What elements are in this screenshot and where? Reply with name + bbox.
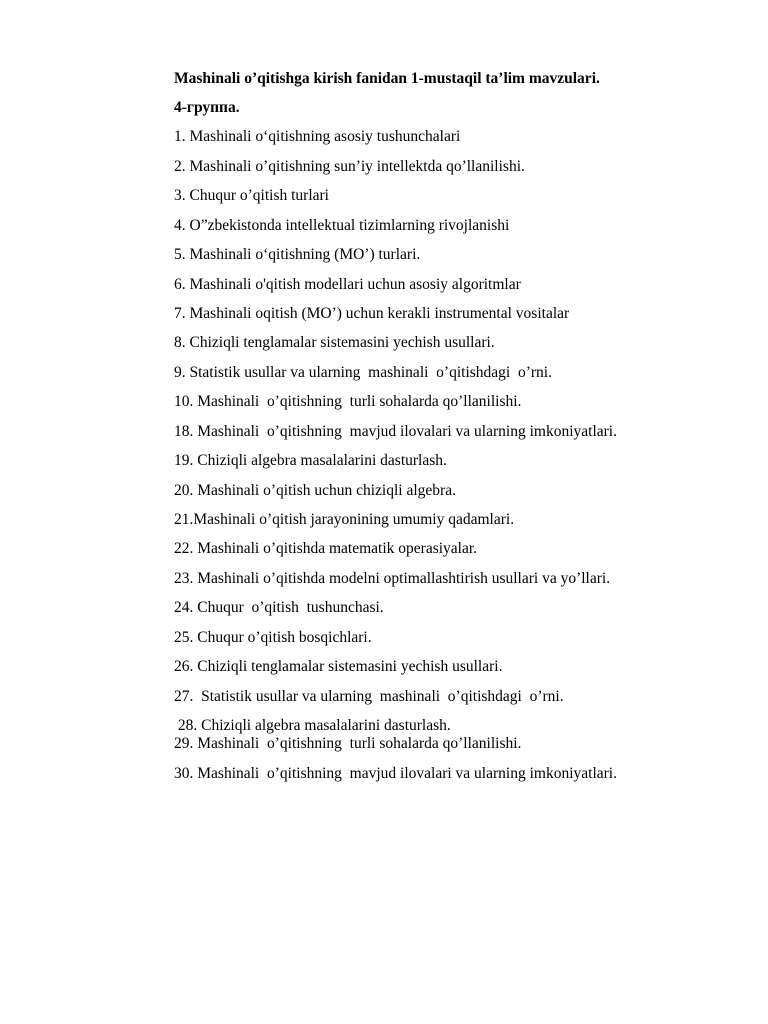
list-item: 22. Mashinali o’qitishda matematik operasiyalar. <box>174 540 478 557</box>
list-item: 7. Mashinali oqitish (MO’) uchun kerakli instrumental vositalar <box>174 305 570 322</box>
list-item: 3. Chuqur o’qitish turlari <box>174 187 329 204</box>
list-item: 10. Mashinali o’qitishning turli sohalarda qo’llanilishi. <box>174 393 522 410</box>
group-label: 4-группа. <box>174 99 240 116</box>
list-item: 9. Statistik usullar va ularning mashinali o’qitishdagi o’rni. <box>174 364 552 381</box>
list-item: 20. Mashinali o’qitish uchun chiziqli algebra. <box>174 482 456 499</box>
list-item: 23. Mashinali o’qitishda modelni optimallashtirish usullari va yo’llari. <box>174 570 611 587</box>
list-item: 24. Chuqur o’qitish tushunchasi. <box>174 599 384 616</box>
list-item: 5. Mashinali o‘qitishning (MO’) turlari. <box>174 246 421 263</box>
list-item: 18. Mashinali o’qitishning mavjud ilovalari va ularning imkoniyatlari. <box>174 423 617 440</box>
list-item: 2. Mashinali o’qitishning sun’iy intellektda qo’llanilishi. <box>174 158 525 175</box>
document-title: Mashinali o’qitishga kirish fanidan 1-mustaqil ta’lim mavzulari. <box>174 70 600 87</box>
list-item: 25. Chuqur o’qitish bosqichlari. <box>174 629 372 646</box>
list-item: 27. Statistik usullar va ularning mashinali o’qitishdagi o’rni. <box>174 688 564 705</box>
list-item: 6. Mashinali o'qitish modellari uchun asosiy algoritmlar <box>174 276 521 293</box>
list-item: 28. Chiziqli algebra masalalarini dasturlash. <box>174 717 451 734</box>
list-item: 21.Mashinali o’qitish jarayonining umumiy qadamlari. <box>174 511 515 528</box>
list-item: 19. Chiziqli algebra masalalarini dasturlash. <box>174 452 447 469</box>
list-item: 8. Chiziqli tenglamalar sistemasini yechish usullari. <box>174 334 495 351</box>
list-item: 29. Mashinali o’qitishning turli sohalarda qo’llanilishi. <box>174 735 522 752</box>
list-item: 30. Mashinali o’qitishning mavjud ilovalari va ularning imkoniyatlari. <box>174 765 617 782</box>
list-item: 26. Chiziqli tenglamalar sistemasini yechish usullari. <box>174 658 503 675</box>
list-item: 4. O”zbekistonda intellektual tizimlarning rivojlanishi <box>174 217 510 234</box>
list-item: 1. Mashinali o‘qitishning asosiy tushunchalari <box>174 128 461 145</box>
